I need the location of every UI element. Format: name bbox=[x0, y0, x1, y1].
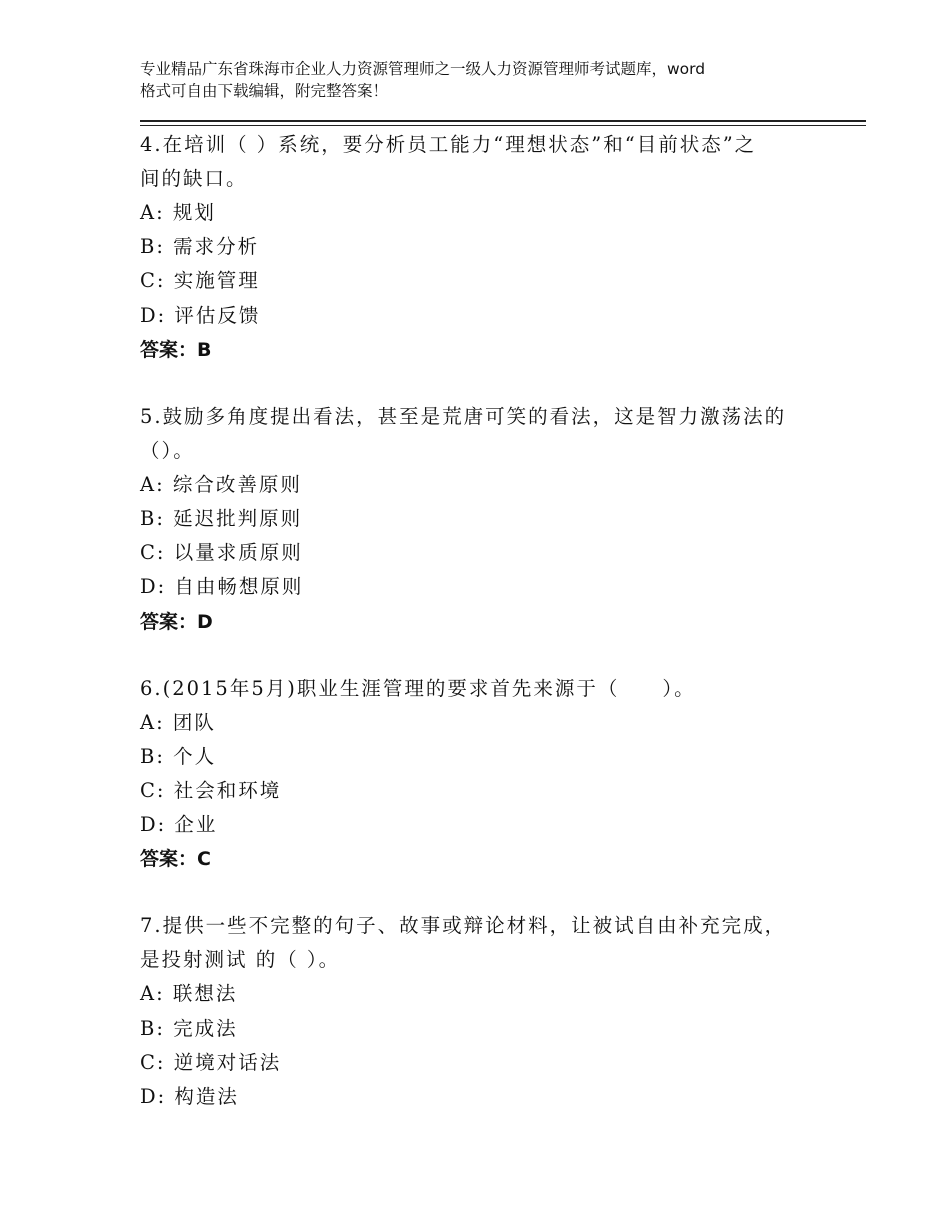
question-stem-line: 7.提供一些不完整的句子、故事或辩论材料，让被试自由补充完成， bbox=[140, 914, 787, 938]
option-a: A: 联想法 bbox=[140, 982, 238, 1006]
option-c: C: 以量求质原则 bbox=[140, 541, 303, 565]
question-stem bbox=[140, 909, 820, 977]
question-stem-line: 4.在培训（ ）系统，要分析员工能力“理想状态”和“目前状态”之 bbox=[140, 133, 757, 156]
option-b: B: 延迟批判原则 bbox=[140, 507, 303, 531]
question-stem bbox=[140, 672, 820, 706]
option-c: C: 逆境对话法 bbox=[140, 1050, 282, 1074]
document-header bbox=[140, 58, 830, 102]
question-6 bbox=[140, 672, 820, 877]
question-4 bbox=[140, 128, 820, 367]
question-spacer bbox=[140, 367, 820, 400]
question-spacer bbox=[140, 876, 820, 909]
header-divider-thick bbox=[140, 120, 866, 122]
header-divider-thin bbox=[140, 125, 866, 126]
question-stem-line: 是投射测试 的（ ）。 bbox=[140, 948, 341, 972]
option-a: A: 规划 bbox=[140, 201, 216, 224]
question-list bbox=[140, 128, 820, 1114]
header-title-line-2: 格式可自由下载编辑，附完整答案！ bbox=[140, 82, 389, 100]
question-7 bbox=[140, 909, 820, 1114]
option-d: D: 企业 bbox=[140, 813, 218, 837]
question-stem bbox=[140, 400, 820, 468]
option-c: C: 社会和环境 bbox=[140, 779, 282, 803]
question-5 bbox=[140, 400, 820, 639]
question-stem-line: 5.鼓励多角度提出看法，甚至是荒唐可笑的看法，这是智力激荡法的 bbox=[140, 404, 787, 428]
question-stem bbox=[140, 128, 820, 196]
question-stem-line: 间的缺口。 bbox=[140, 167, 248, 190]
option-b: B: 个人 bbox=[140, 744, 217, 768]
option-b: B: 需求分析 bbox=[140, 235, 260, 259]
option-d: D: 自由畅想原则 bbox=[140, 575, 304, 599]
answer-label: 答案：B bbox=[140, 338, 212, 361]
question-spacer bbox=[140, 639, 820, 672]
question-stem-line: （）。 bbox=[140, 438, 195, 462]
question-stem-line: 6.(2015年5月)职业生涯管理的要求首先来源于（ ）。 bbox=[140, 676, 696, 700]
option-b: B: 完成法 bbox=[140, 1016, 238, 1040]
option-a: A: 综合改善原则 bbox=[140, 472, 302, 496]
option-d: D: 评估反馈 bbox=[140, 303, 261, 327]
option-d: D: 构造法 bbox=[140, 1085, 239, 1109]
option-a: A: 团队 bbox=[140, 710, 216, 734]
answer-label: 答案：D bbox=[140, 610, 213, 633]
answer-label: 答案：C bbox=[140, 848, 211, 871]
header-title-line-1: 专业精品广东省珠海市企业人力资源管理师之一级人力资源管理师考试题库，word bbox=[140, 60, 706, 78]
option-c: C: 实施管理 bbox=[140, 269, 260, 293]
